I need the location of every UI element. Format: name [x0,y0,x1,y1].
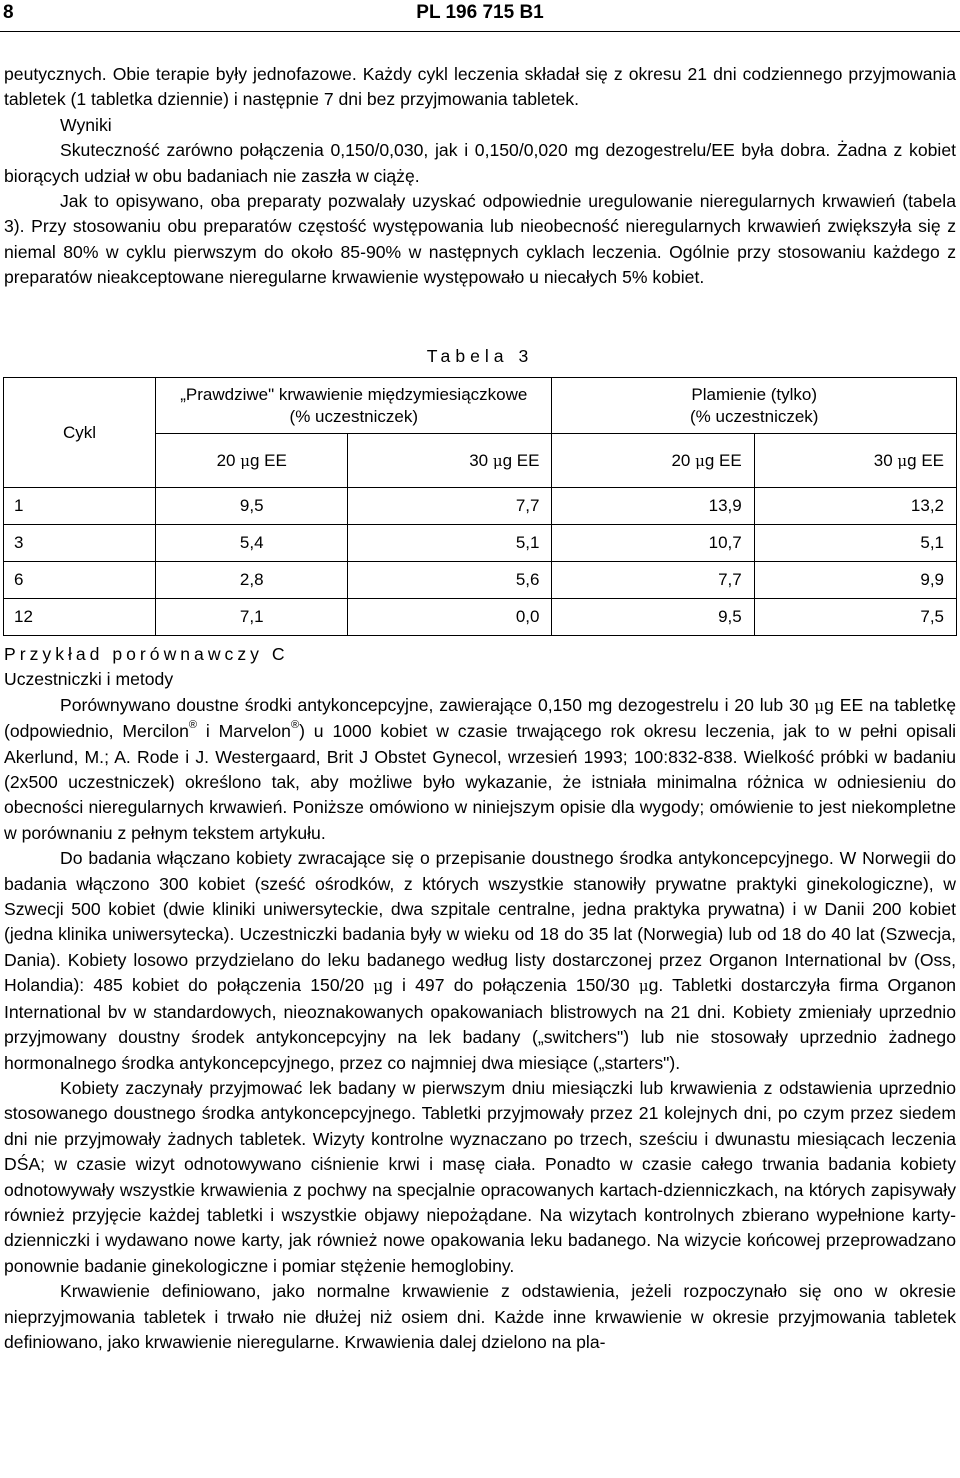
table-row [4,599,957,636]
bleeding-table [3,377,957,636]
intermenstrual-bleeding-header [156,378,552,434]
example-subheading: Uczestniczki i metody [4,669,174,690]
dose-header-cell: 20 μg EE [552,434,754,488]
registered-mark: ® [290,719,300,732]
intermenstrual-bleeding-title: „Prawdziwe" krwawienie międzymiesiączkowe [180,384,528,404]
spotting-title: Plamienie (tylko) [691,384,818,404]
value-cell: 9,9 [754,562,956,599]
dose-header-cell: 30 μg EE [348,434,552,488]
value-cell: 7,1 [156,599,348,636]
paragraph-therapy-continuation: peutycznych. Obie terapie były jednofazowe. Każdy cykl leczenia składał się z okresu 21 dni codziennego przyjmowania tabletek (1 tabletka dziennie) i następnie 7 dni bez przyjmowania tabletek. [4,64,956,110]
value-cell: 13,2 [754,488,956,525]
value-cell: 0,0 [348,599,552,636]
dose-header-cell: 30 μg EE [754,434,956,488]
value-cell: 7,5 [754,599,956,636]
patent-number: PL 196 715 B1 [416,2,544,23]
paragraph-bleeding-control: Jak to opisywano, oba preparaty pozwalały uzyskać odpowiednie uregulowanie nieregularnych krwawień (tabela 3). Przy stosowaniu obu preparatów częstość występowania lub nieobecność nieregularnych krwawień zwiększyła się z niemal 80% w cyklu pierwszym do około 85-90% w następnych cyklach leczenia. Ogólnie przy stosowaniu każdego z preparatów nieakceptowane nieregularne krwawienie występowało u niecałych 5% kobiet. [4,191,956,288]
value-cell: 7,7 [348,488,552,525]
page-number: 8 [3,2,14,23]
header-divider [0,31,960,32]
value-cell: 2,8 [156,562,348,599]
cycle-cell: 12 [4,599,156,636]
cycle-cell: 3 [4,525,156,562]
value-cell: 9,5 [156,488,348,525]
paragraph-procedure: Kobiety zaczynały przyjmować lek badany w pierwszym dniu miesiączki lub krwawienia z odstawienia uprzednio stosowanego doustnego środka antykoncepcyjnego. Tabletki przyjmowały przez 21 kolejnych dni, po czym przez siedem dni nie przyjmowały żadnych tabletek. Wizyty kontrolne wyznaczano po trzech, sześciu i dwunastu miesiącach leczenia DŚA; w czasie wizyt odnotowywano ciśnienie krwi i masę ciała. Ponadto w czasie całego trwania badania kobiety odnotowywały wszystkie krwawienia z pochwy na specjalnie opracowanych kartach-dzienniczkach, na których zapisywały również przyjęcie każdej tabletki i wszystkie objawy niepożądane. Na wizytach kontrolnych zbierano wypełnione karty-dzienniczki i wydawano nowe karty, jak również nowe opakowania leku badanego. Na wizycie końcowej przeprowadzano ponownie badanie ginekologiczne i pomiar stężenie hemoglobiny. [4,1077,956,1276]
cycle-cell: 6 [4,562,156,599]
spotting-header [552,378,957,434]
dose-header-cell: 20 μg EE [156,434,348,488]
table-caption: Tabela 3 [426,346,534,366]
results-heading: Wyniki [60,114,112,135]
table-header-row [4,378,957,434]
table-row [4,488,957,525]
paragraph-bleeding-definition: Krwawienie definiowano, jako normalne krwawienie z odstawienia, jeżeli rozpoczynało się ono w okresie nieprzyjmowania tabletek i trwało nie dłużej niż osiem dni. Każde inne krwawienie w okresie przyjmowania tabletek definiowano, jako krwawienie nieregularne. Krwawienia dalej dzielono na pla- [4,1281,956,1352]
paragraph-efficacy: Skuteczność zarówno połączenia 0,150/0,030, jak i 0,150/0,020 mg dezogestrelu/EE była dobra. Żadna z kobiet biorących udział w obu badaniach nie zaszła w ciążę. [4,140,956,186]
table-row [4,562,957,599]
value-cell: 7,7 [552,562,754,599]
value-cell: 5,1 [754,525,956,562]
paragraph-methods: Porównywano doustne środki antykoncepcyjne, zawierające 0,150 mg dezogestrelu i 20 lub 30 μg EE na tabletkę (odpowiednio, Mercilon® i Marvelon®) u 1000 kobiet w czasie trwającego rok okresu leczenia, jak to w pełni opisali Akerlund, M.; A. Rode i J. Westergaard, Brit J Obstet Gynecol, wrzesień 1993; 100:832-838. Wielkość próbki w badaniu (2x500 uczestniczek) określono tak, aby możliwe było wykazanie, że istniała minimalna różnica w odniesieniu do obecności nieregularnych krwawień. Poniższe omówiono w niniejszym opisie dla wygody; omówienie to jest niekompletne w porównaniu z pełnym tekstem artykułu. [4,694,957,843]
example-heading: Przykład porównawczy C [4,644,289,664]
value-cell: 9,5 [552,599,754,636]
cycle-cell: 1 [4,488,156,525]
value-cell: 5,6 [348,562,552,599]
value-cell: 5,4 [156,525,348,562]
intermenstrual-bleeding-unit: (% uczestniczek) [289,406,419,426]
value-cell: 13,9 [552,488,754,525]
page-header [0,0,960,33]
spotting-unit: (% uczestniczek) [689,406,819,426]
comparative-example-section [4,642,956,1355]
value-cell: 10,7 [552,525,754,562]
value-cell: 5,1 [348,525,552,562]
top-text-section [4,62,956,291]
cycle-header: Cykl [4,378,156,488]
paragraph-enrollment: Do badania włączano kobiety zwracające się o przepisanie doustnego środka antykoncepcyjnego. W Norwegii do badania włączono 300 kobiet (sześć ośrodków, z których wszystkie stanowiły prywatne praktyki ginekologiczne), w Szwecji 500 kobiet (dwie kliniki uniwersyteckie, dwa szpitale centralne, jedna praktyka prywatna) i w Danii 200 kobiet (jedna klinika uniwersytecka). Uczestniczki badania były w wieku od 18 do 35 lat (Norwegia) lub od 18 do 40 lat (Szwecja, Dania). Kobiety losowo przydzielano do leku badanego według listy dostarczonej przez Organon International bv (Oss, Holandia): 485 kobiet do połączenia 150/20 μg i 497 do połączenia 150/30 μg. Tabletki dostarczyła firma Organon International bv w standardowych, nieoznakowanych opakowaniach blistrowych na 21 dni. Kobiety zmieniały uprzednio przyjmowany doustny środek antykoncepcyjny na lek badany („switchers") lub nie stosowały uprzednio żadnego hormonalnego środka antykoncepcyjnego, przez co najmniej dwa miesiące („starters"). [4,848,957,1073]
registered-mark: ® [188,719,197,732]
table-row [4,525,957,562]
